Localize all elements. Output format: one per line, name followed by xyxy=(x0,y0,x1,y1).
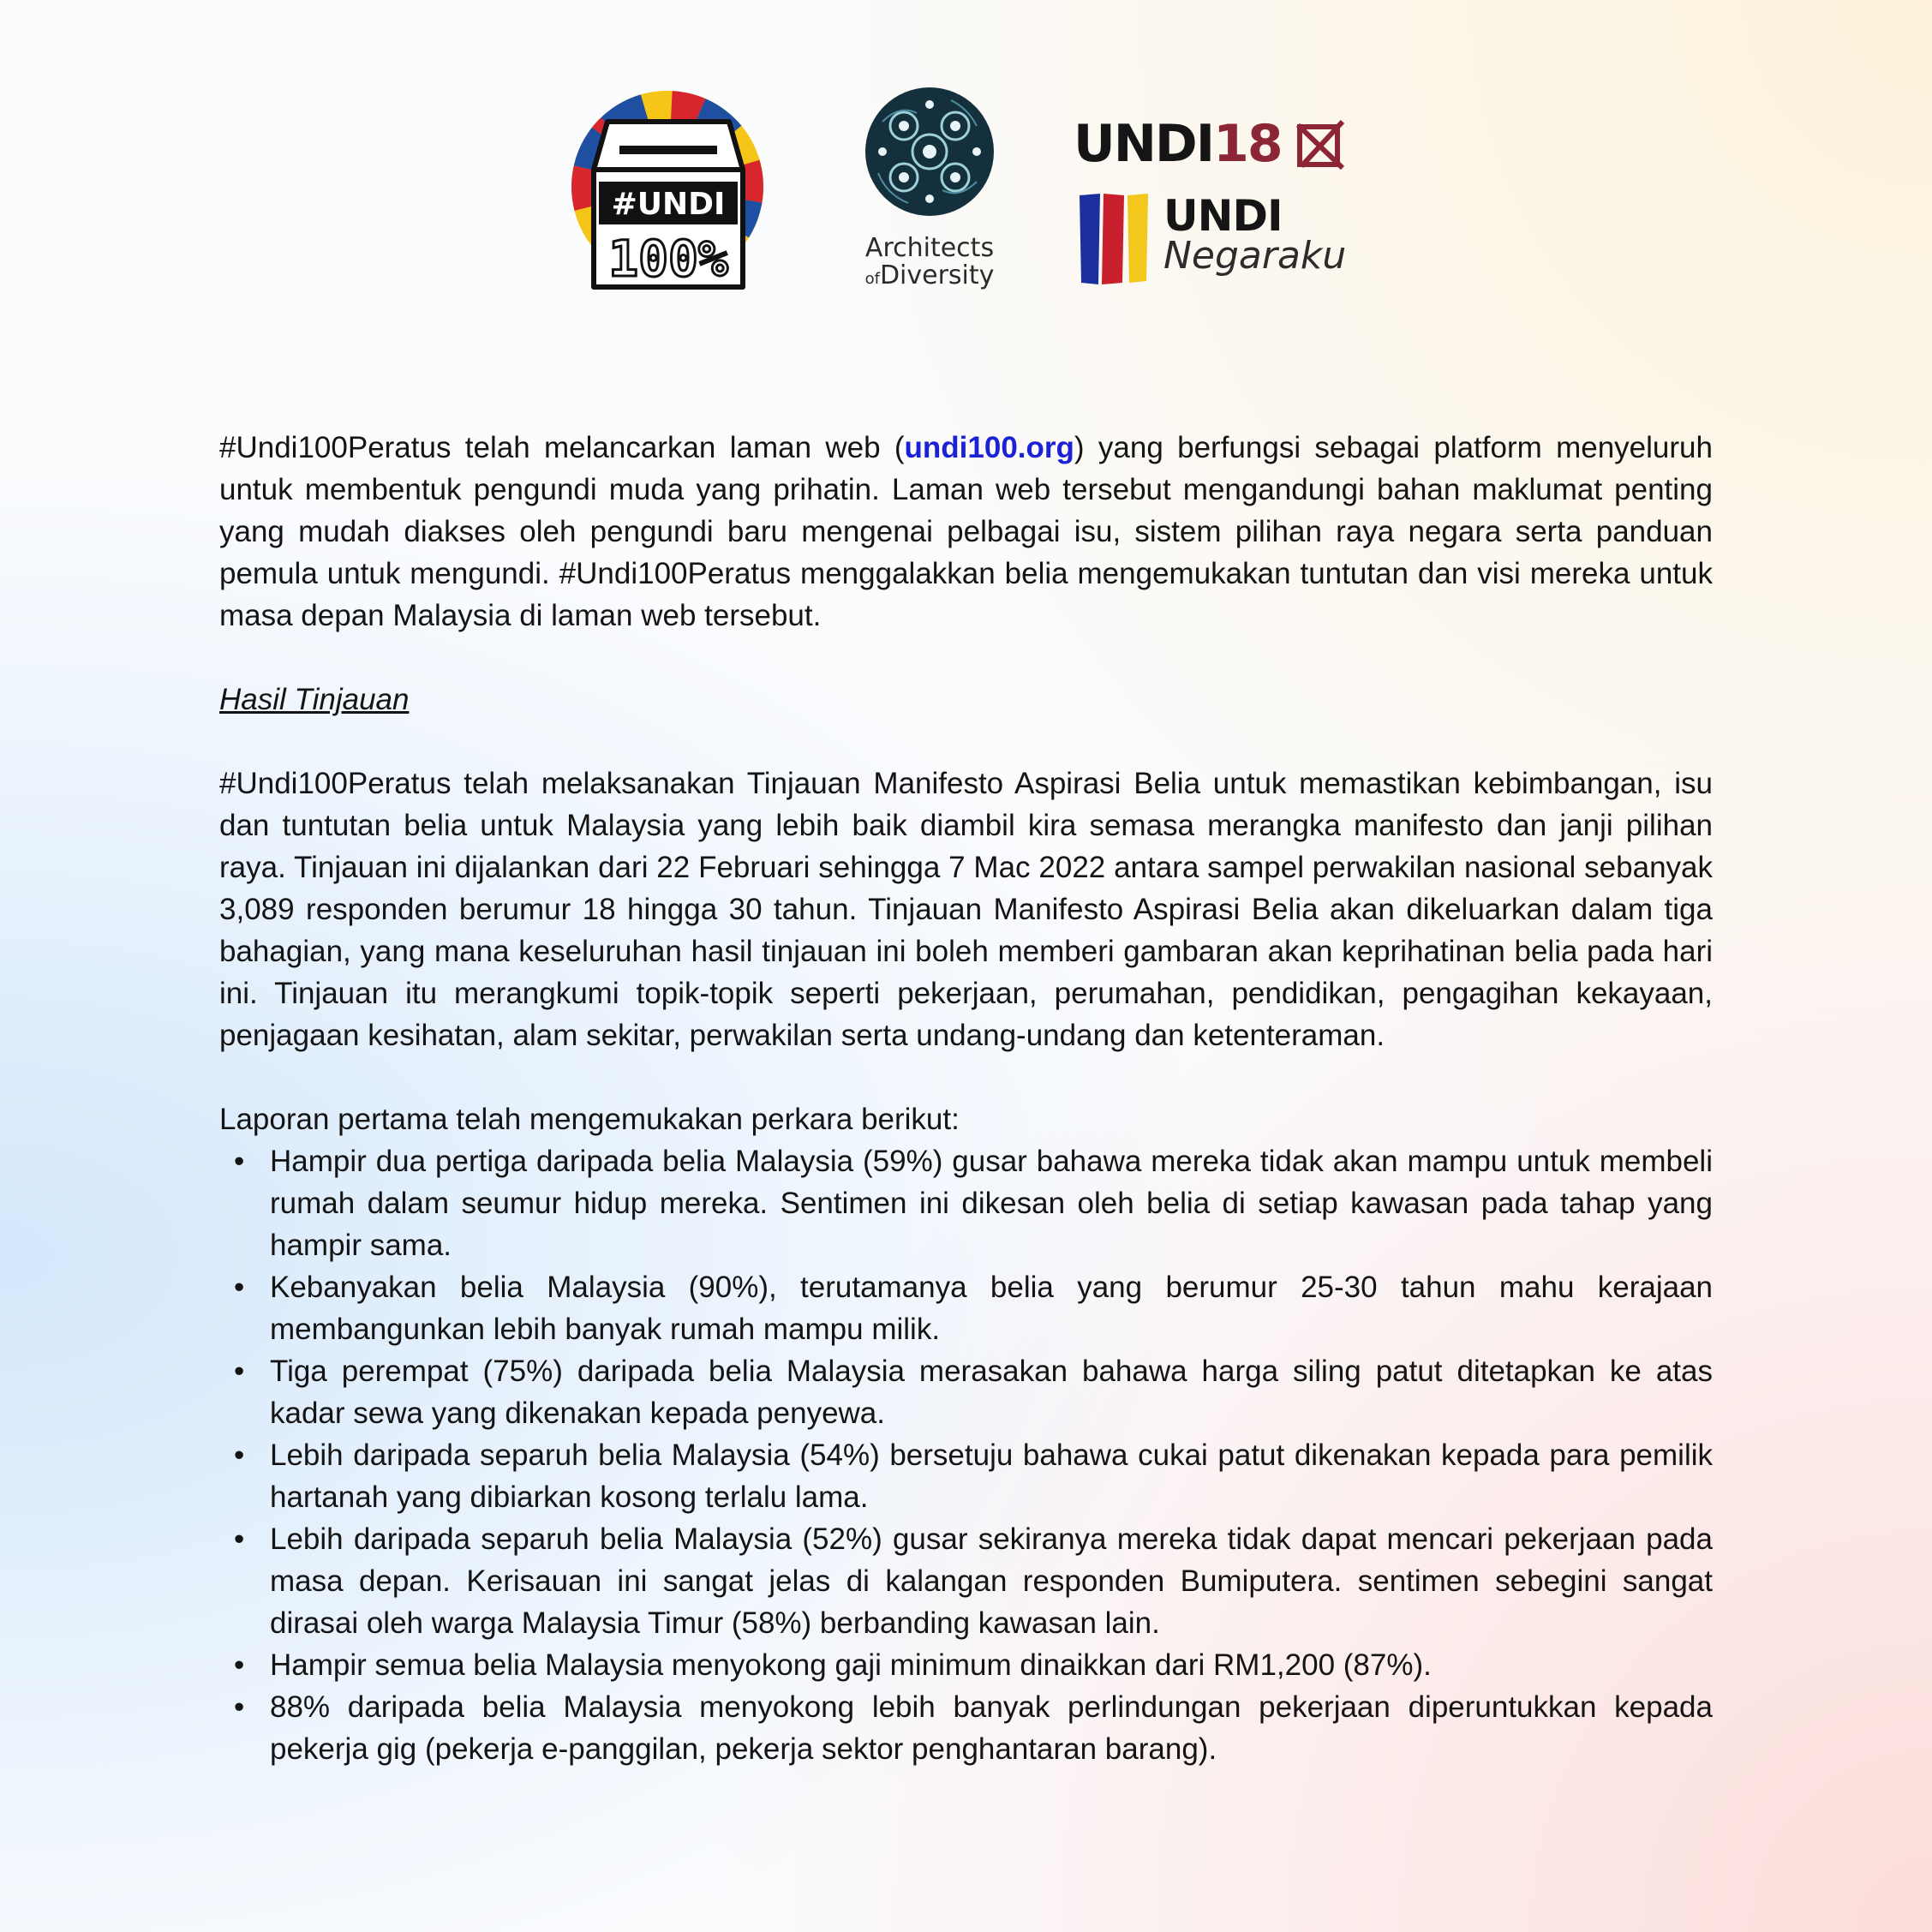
batik-pattern-icon xyxy=(865,87,994,216)
spacer xyxy=(219,721,1713,763)
architects-of-diversity-logo xyxy=(848,86,1011,300)
bullet-icon: • xyxy=(234,1522,245,1556)
bullet-icon: • xyxy=(234,1690,245,1724)
bullet-icon: • xyxy=(234,1271,245,1304)
svg-text:100%: 100% xyxy=(608,230,728,288)
section-heading: Hasil Tinjauan xyxy=(219,683,410,716)
bullet-icon: • xyxy=(234,1648,245,1682)
ballot-cross-icon xyxy=(1295,118,1346,170)
finding-item: • Lebih daripada separuh belia Malaysia (52%) gusar sekiranya mereka tidak dapat mencari pekerjaan pada masa depan. Kerisauan ini sangat jelas di kalangan responden Bumiputera. sentimen sebegini sangat dirasai oleh warga Malaysia Timur (58%) berbanding kawasan lain. xyxy=(219,1518,1713,1644)
svg-text:#UNDI: #UNDI xyxy=(611,187,726,222)
website-link[interactable]: undi100.org xyxy=(904,431,1074,464)
finding-item: • Lebih daripada separuh belia Malaysia (54%) bersetuju bahawa cukai patut dikenakan kepada para pemilik hartanah yang dibiarkan kosong terlalu lama. xyxy=(219,1434,1713,1518)
ballot-box-icon xyxy=(561,86,780,300)
logo-bar xyxy=(0,0,1932,308)
bullet-icon: • xyxy=(234,1439,245,1472)
findings-intro: Laporan pertama telah mengemukakan perkara berikut: xyxy=(219,1103,960,1136)
finding-item: • 88% daripada belia Malaysia menyokong lebih banyak perlindungan pekerjaan diperuntukkan kepada pekerja gig (pekerja e-panggilan, pekerja sektor penghantaran barang). xyxy=(219,1686,1713,1770)
architects-wordmark: Architects ofDiversity xyxy=(864,233,995,290)
intro-paragraph: #Undi100Peratus telah melancarkan laman web (undi100.org) yang berfungsi sebagai platform menyeluruh untuk membentuk pengundi muda yang prihatin. Laman web tersebut mengandungi bahan maklumat penting yang mudah diakses oleh pengundi baru mengenai pelbagai isu, sistem pilihan raya negara serta panduan pemula untuk mengundi. #Undi100Peratus menggalakkan belia mengemukakan tuntutan dan visi mereka untuk masa depan Malaysia di laman web tersebut. xyxy=(219,431,1713,632)
article-body xyxy=(219,427,1713,1770)
finding-item: • Hampir dua pertiga daripada belia Malaysia (59%) gusar bahawa mereka tidak akan mampu untuk membeli rumah dalam seumur hidup mereka. Sentimen ini dikesan oleh belia di setiap kawasan pada tahap yang hampir sama. xyxy=(219,1140,1713,1266)
bullet-icon: • xyxy=(234,1145,245,1178)
finding-item: • Kebanyakan belia Malaysia (90%), terutamanya belia yang berumur 25-30 tahun mahu kerajaan membangunkan lebih banyak rumah mampu milik. xyxy=(219,1266,1713,1350)
flag-stripes-icon xyxy=(1078,192,1150,286)
findings-list xyxy=(219,1140,1713,1770)
negaraku-undi-text: UNDI xyxy=(1163,191,1283,241)
undi-negaraku-logo xyxy=(1078,187,1361,285)
survey-paragraph: #Undi100Peratus telah melaksanakan Tinjauan Manifesto Aspirasi Belia untuk memastikan kebimbangan, isu dan tuntutan belia untuk Malaysia yang lebih baik diambil kira semasa merangka manifesto dan janji pilihan raya. Tinjauan ini dijalankan dari 22 Februari sehingga 7 Mac 2022 antara sampel perwakilan nasional sebanyak 3,089 responden berumur 18 hingga 30 tahun. Tinjauan Manifesto Aspirasi Belia akan dikeluarkan dalam tiga bahagian, yang mana keseluruhan hasil tinjauan ini boleh memberi gambaran akan keprihatinan belia pada hari ini. Tinjauan itu merangkumi topik-topik seperti pekerjaan, perumahan, pendidikan, pengagihan kekayaan, penjagaan kesihatan, alam sekitar, perwakilan serta undang-undang dan ketenteraman. xyxy=(219,767,1713,1052)
undi100-logo xyxy=(561,86,780,300)
finding-item: • Tiga perempat (75%) daripada belia Malaysia merasakan bahawa harga siling patut ditetapkan ke atas kadar sewa yang dikenakan kepada penyewa. xyxy=(219,1350,1713,1434)
undi18-logo xyxy=(1074,110,1348,178)
spacer xyxy=(219,637,1713,679)
undi18-number: 18 xyxy=(1213,114,1282,174)
undi18-prefix: UNDI xyxy=(1074,114,1214,174)
bullet-icon: • xyxy=(234,1355,245,1388)
negaraku-word: Negaraku xyxy=(1163,234,1347,278)
spacer xyxy=(219,1056,1713,1098)
finding-item: • Hampir semua belia Malaysia menyokong gaji minimum dinaikkan dari RM1,200 (87%). xyxy=(219,1644,1713,1686)
